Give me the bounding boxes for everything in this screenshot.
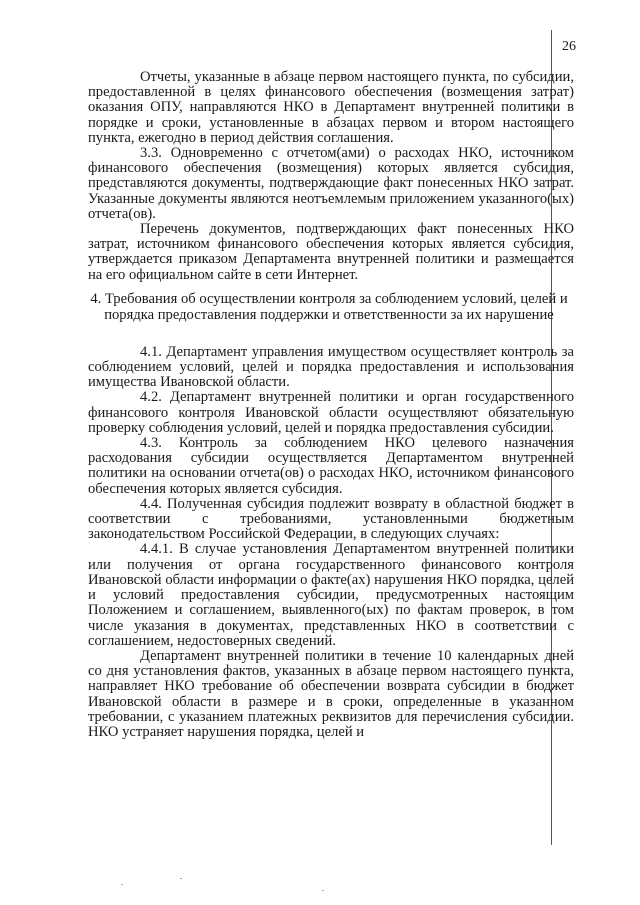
scan-speck [322,890,324,891]
paragraph-document-list: Перечень документов, подтверждающих факт понесенных НКО затрат, источником финансового обеспечения которых является субсидия, утверждается приказом Департамента внутренней политики и размещается на его официальном сайте в сети Интернет. [88,221,574,283]
paragraph-4-3: 4.3. Контроль за соблюдением НКО целевого назначения расходования субсидии осуществляется Департаментом внутренней политики на основании отчета(ов) о расходах НКО, источником финансового обеспечения которых является субсидия. [88,435,574,497]
scan-speck [180,878,182,879]
paragraph-4-4-1: 4.4.1. В случае установления Департаментом внутренней политики или получения от органа государственного финансового контроля Ивановской области информации о факте(ах) нарушения НКО порядка, целей и условий предоставления субсидии, предусмотренных настоящим Положением и соглашением, выявленного(ых) по фактам проверок, в том числе указания в документах, представленных НКО в соответствии с соглашением, недостоверных сведений. [88,541,574,649]
paragraph-department-requirement: Департамент внутренней политики в течение 10 календарных дней со дня установления фактов, указанных в абзаце первом настоящего пункта, направляет НКО требование об обеспечении возврата субсидии в бюджет Ивановской области в размере и в сроки, определенные в указанном требовании, с указанием платежных реквизитов для перечисления субсидии. НКО устраняет нарушения порядка, целей и [88,647,574,740]
scan-speck [121,884,123,885]
page-number: 26 [562,39,576,54]
paragraph-reports: Отчеты, указанные в абзаце первом настоящего пункта, по субсидии, предоставленной в целях финансового обеспечения (возмещения затрат) оказания ОПУ, направляются НКО в Департамент внутренней политики в порядке и сроки, установленные в абзацах первом и втором настоящего пункта, ежегодно в период действия соглашения. [88,69,574,146]
document-body [88,70,574,740]
paragraph-4-1: 4.1. Департамент управления имуществом осуществляет контроль за соблюдением условий, целей и порядка предоставления и использования имущества Ивановской области. [88,343,574,391]
paragraph-4-4: 4.4. Полученная субсидия подлежит возврату в областной бюджет в соответствии с требованиями, установленными бюджетным законодательством Российской Федерации, в следующих случаях: [88,495,574,543]
paragraph-3-3: 3.3. Одновременно с отчетом(ами) о расходах НКО, источником финансового обеспечения (возмещения) которых является субсидия, представляются документы, подтверждающие факт понесенных НКО затрат. Указанные документы являются неотъемлемым приложением указанного(ых) отчета(ов). [88,145,574,222]
section-4-heading: 4. Требования об осуществлении контроля за соблюдением условий, целей и порядка предоставления поддержки и ответственности за их нарушение [90,290,568,323]
paragraph-4-2: 4.2. Департамент внутренней политики и орган государственного финансового контроля Ивановской области осуществляют обязательную проверку соблюдения условий, целей и порядка предоставления субсидии. [88,389,574,436]
